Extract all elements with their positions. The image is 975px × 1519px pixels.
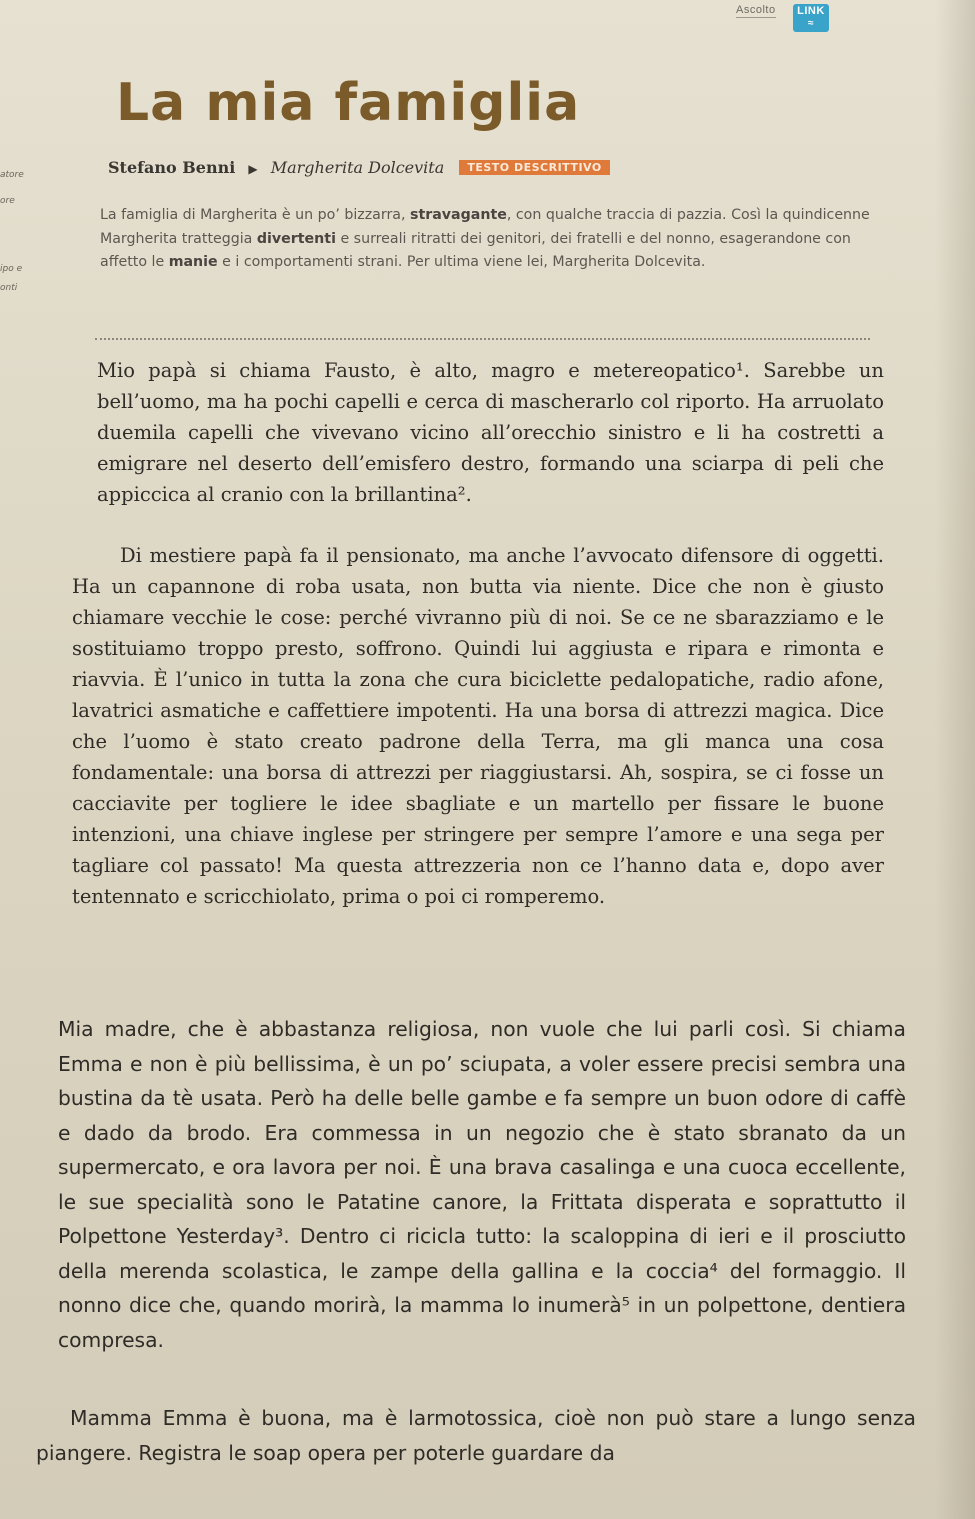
paragraph-father: Mio papà si chiama Fausto, è alto, magro e metereopatico¹. Sarebbe un bell’uomo, ma ha pochi capelli e cerca di mascherarlo col riporto. Ha arruolato duemila capelli che vivevano vicino all’orecchio sinistro e li ha costretti a emigrare nel deserto dell’emisfero destro, formando una sciarpa di peli che appiccica al cranio con la brillantina². <box>97 359 884 506</box>
intro-summary <box>100 204 870 275</box>
link-badge[interactable] <box>793 4 829 32</box>
margin-fragment: ore <box>0 196 15 206</box>
intro-keyword: stravagante <box>410 207 507 223</box>
paragraph-father-job: Di mestiere papà fa il pensionato, ma anche l’avvocato difensore di oggetti. Ha un capannone di roba usata, non butta via niente. Dice che non è giusto chiamare vecchie le cose: perché vivranno più di noi. Se ce ne sbarazziamo e le sostituiamo troppo presto, soffrono. Quindi lui aggiusta e ripara e rimonta e riavvia. È l’unico in tutta la zona che cura biciclette pedalopatiche, radio afone, lavatrici asmatiche e caffettiere impotenti. Ha una borsa di attrezzi magica. Dice che l’uomo è stato creato padrone della Terra, ma gli manca una cosa fondamentale: una borsa di attrezzi per riaggiustarsi. Ah, sospira, se ci fosse un cacciavite per togliere le idee sbagliate e un martello per fissare le buone intenzioni, una chiave inglese per stringere per sempre l’amore e una sega per tagliare col passato! Ma questa attrezzeria non ce l’hanno data e, dopo aver tentennato e scricchiolato, prima o poi ci romperemo. <box>72 544 884 908</box>
work-title: Margherita Dolcevita <box>270 158 445 177</box>
intro-text: e surreali ritratti dei genitori, dei fratelli e del nonno, esagerandone con affetto le <box>100 230 851 270</box>
intro-text: La famiglia di Margherita è un po’ bizzarra, <box>100 207 410 223</box>
margin-fragment: atore <box>0 170 24 180</box>
intro-keyword: manie <box>168 254 218 270</box>
dotted-divider <box>95 338 870 340</box>
arrow-right-icon: ▶ <box>248 162 258 176</box>
page-fold-shadow <box>935 0 975 1519</box>
page-title: La mia famiglia <box>116 73 581 133</box>
margin-fragment: ipo e <box>0 264 23 274</box>
byline <box>108 158 610 177</box>
paragraph-mother: Mia madre, che è abbastanza religiosa, non vuole che lui parli così. Si chiama Emma e non è più bellissima, è un po’ sciupata, a voler essere precisi sembra una bustina da tè usata. Però ha delle belle gambe e fa sempre un buon odore di caffè e dado da brodo. Era commessa in un negozio che è stato sbranato da un supermercato, e ora lavora per noi. È una brava casalinga e una cuoca eccellente, le sue specialità sono le Patatine canore, la Frittata disperata e soprattutto il Polpettone Yesterday³. Dentro ci ricicla tutto: la scaloppina di ieri e il prosciutto della merenda scolastica, le zampe della gallina e la coccia⁴ del formaggio. Il nonno dice che, quando morirà, la mamma lo inumerà⁵ in un polpettone, dentiera compresa. <box>58 1017 906 1352</box>
audio-label: Ascolto <box>736 4 776 16</box>
audio-wave-icon: ≈ <box>808 18 814 29</box>
paragraph-mother-tears: Mamma Emma è buona, ma è larmotossica, cioè non può stare a lungo senza piangere. Registra le soap opera per poterle guardare da <box>36 1406 916 1465</box>
text-type-badge: TESTO DESCRITTIVO <box>459 160 609 175</box>
margin-fragment: onti <box>0 283 18 293</box>
author-name: Stefano Benni <box>108 158 236 177</box>
intro-text: e i comportamenti strani. Per ultima viene lei, Margherita Dolcevita. <box>217 254 706 270</box>
link-label: LINK <box>797 5 825 17</box>
intro-text: , con qualche traccia di pazzia. Così la quindicenne Margherita tratteggia <box>100 207 870 247</box>
intro-keyword: divertenti <box>256 230 336 247</box>
